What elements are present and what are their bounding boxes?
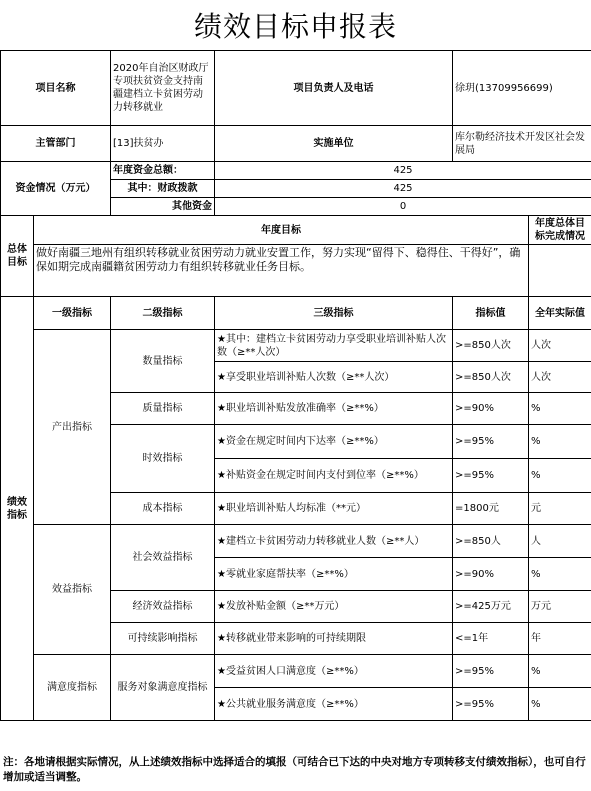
indicator-level3: ★受益贫困人口满意度（≥**%） — [215, 655, 453, 688]
indicator-level3: ★资金在规定时间内下达率（≥**%） — [215, 425, 453, 459]
indicator-actual: % — [529, 393, 591, 425]
indicator-actual: 人 — [529, 525, 591, 558]
subgroup-quantity: 数量指标 — [111, 330, 215, 393]
subgroup-cost: 成本指标 — [111, 493, 215, 525]
actual-header: 全年实际值 — [529, 297, 591, 330]
page-title: 绩效目标申报表 — [193, 10, 397, 43]
indicator-actual: % — [529, 558, 591, 591]
indicator-level3: ★职业培训补贴发放准确率（≥**%） — [215, 393, 453, 425]
group-satisfaction: 满意度指标 — [34, 655, 111, 721]
indicator-actual: % — [529, 459, 591, 493]
indicator-actual: 人次 — [529, 330, 591, 362]
project-name-label: 项目名称 — [1, 51, 111, 126]
indicator-value: >=95% — [453, 425, 529, 459]
project-leader-value: 徐玥(13709956699) — [453, 51, 591, 126]
annual-goal-text: 做好南疆三地州有组织转移就业贫困劳动力就业安置工作，努力实现“留得下、稳得住、干得好”，确保如期完成南疆籍贫困劳动力有组织转移就业任务目标。 — [34, 245, 529, 297]
funds-other-value: 0 — [215, 198, 591, 216]
indicator-level3: ★公共就业服务满意度（≥**%） — [215, 688, 453, 721]
indicator-value: >=425万元 — [453, 591, 529, 623]
indicator-level3: ★职业培训补贴人均标准（**元） — [215, 493, 453, 525]
indicator-actual: 元 — [529, 493, 591, 525]
subgroup-service: 服务对象满意度指标 — [111, 655, 215, 721]
funds-fiscal-label: 其中：财政拨款 — [111, 180, 215, 198]
indicator-actual: % — [529, 425, 591, 459]
indicator-level3: ★建档立卡贫困劳动力转移就业人数（≥**人） — [215, 525, 453, 558]
indicator-value: >=850人次 — [453, 330, 529, 362]
project-leader-label: 项目负责人及电话 — [215, 51, 453, 126]
footnote: 注：各地请根据实际情况，从上述绩效指标中选择适合的填报（可结合已下达的中央对地方专项转移支付绩效指标），也可自行增加或适当调整。 — [3, 756, 586, 783]
indicator-actual: % — [529, 655, 591, 688]
indicator-level3: ★发放补贴金额（≥**万元） — [215, 591, 453, 623]
implementer-label: 实施单位 — [215, 126, 453, 162]
funds-other-label: 其他资金 — [111, 198, 215, 216]
subgroup-timeliness: 时效指标 — [111, 425, 215, 493]
funds-total-label: 年度资金总额： — [111, 162, 215, 180]
group-output: 产出指标 — [34, 330, 111, 525]
level2-header: 二级指标 — [111, 297, 215, 330]
level3-header: 三级指标 — [215, 297, 453, 330]
implementer-value: 库尔勒经济技术开发区社会发展局 — [453, 126, 591, 162]
indicator-value: >=95% — [453, 688, 529, 721]
indicator-level3: ★补贴资金在规定时间内支付到位率（≥**%） — [215, 459, 453, 493]
indicators-label: 绩效指标 — [1, 297, 34, 721]
indicator-value: >=850人次 — [453, 362, 529, 393]
funds-label: 资金情况（万元） — [1, 162, 111, 216]
indicator-level3: ★零就业家庭帮扶率（≥**%） — [215, 558, 453, 591]
funds-fiscal-value: 425 — [215, 180, 591, 198]
subgroup-social: 社会效益指标 — [111, 525, 215, 591]
indicator-value: >=95% — [453, 459, 529, 493]
subgroup-quality: 质量指标 — [111, 393, 215, 425]
department-value: [13]扶贫办 — [111, 126, 215, 162]
department-label: 主管部门 — [1, 126, 111, 162]
project-name-value: 2020年自治区财政厅专项扶贫资金支持南疆建档立卡贫困劳动力转移就业 — [111, 51, 215, 126]
goal-completion-header: 年度总体目标完成情况 — [529, 216, 591, 245]
indicator-value: =1800元 — [453, 493, 529, 525]
indicator-value: <=1年 — [453, 623, 529, 655]
indicator-value: >=95% — [453, 655, 529, 688]
indicator-level3: ★其中：建档立卡贫困劳动力享受职业培训补贴人次数（≥**人次） — [215, 330, 453, 362]
subgroup-sustain: 可持续影响指标 — [111, 623, 215, 655]
indicator-actual: 年 — [529, 623, 591, 655]
indicator-actual: 人次 — [529, 362, 591, 393]
value-header: 指标值 — [453, 297, 529, 330]
level1-header: 一级指标 — [34, 297, 111, 330]
funds-total-value: 425 — [215, 162, 591, 180]
performance-table — [0, 50, 591, 721]
indicator-value: >=850人 — [453, 525, 529, 558]
indicator-actual: 万元 — [529, 591, 591, 623]
goal-completion-text — [529, 245, 591, 297]
group-benefit: 效益指标 — [34, 525, 111, 655]
indicator-value: >=90% — [453, 393, 529, 425]
indicator-level3: ★享受职业培训补贴人次数（≥**人次） — [215, 362, 453, 393]
annual-goal-header: 年度目标 — [34, 216, 529, 245]
indicator-actual: % — [529, 688, 591, 721]
subgroup-economic: 经济效益指标 — [111, 591, 215, 623]
indicator-value: >=90% — [453, 558, 529, 591]
indicator-level3: ★转移就业带来影响的可持续期限 — [215, 623, 453, 655]
overall-goal-label: 总体目标 — [1, 216, 34, 297]
